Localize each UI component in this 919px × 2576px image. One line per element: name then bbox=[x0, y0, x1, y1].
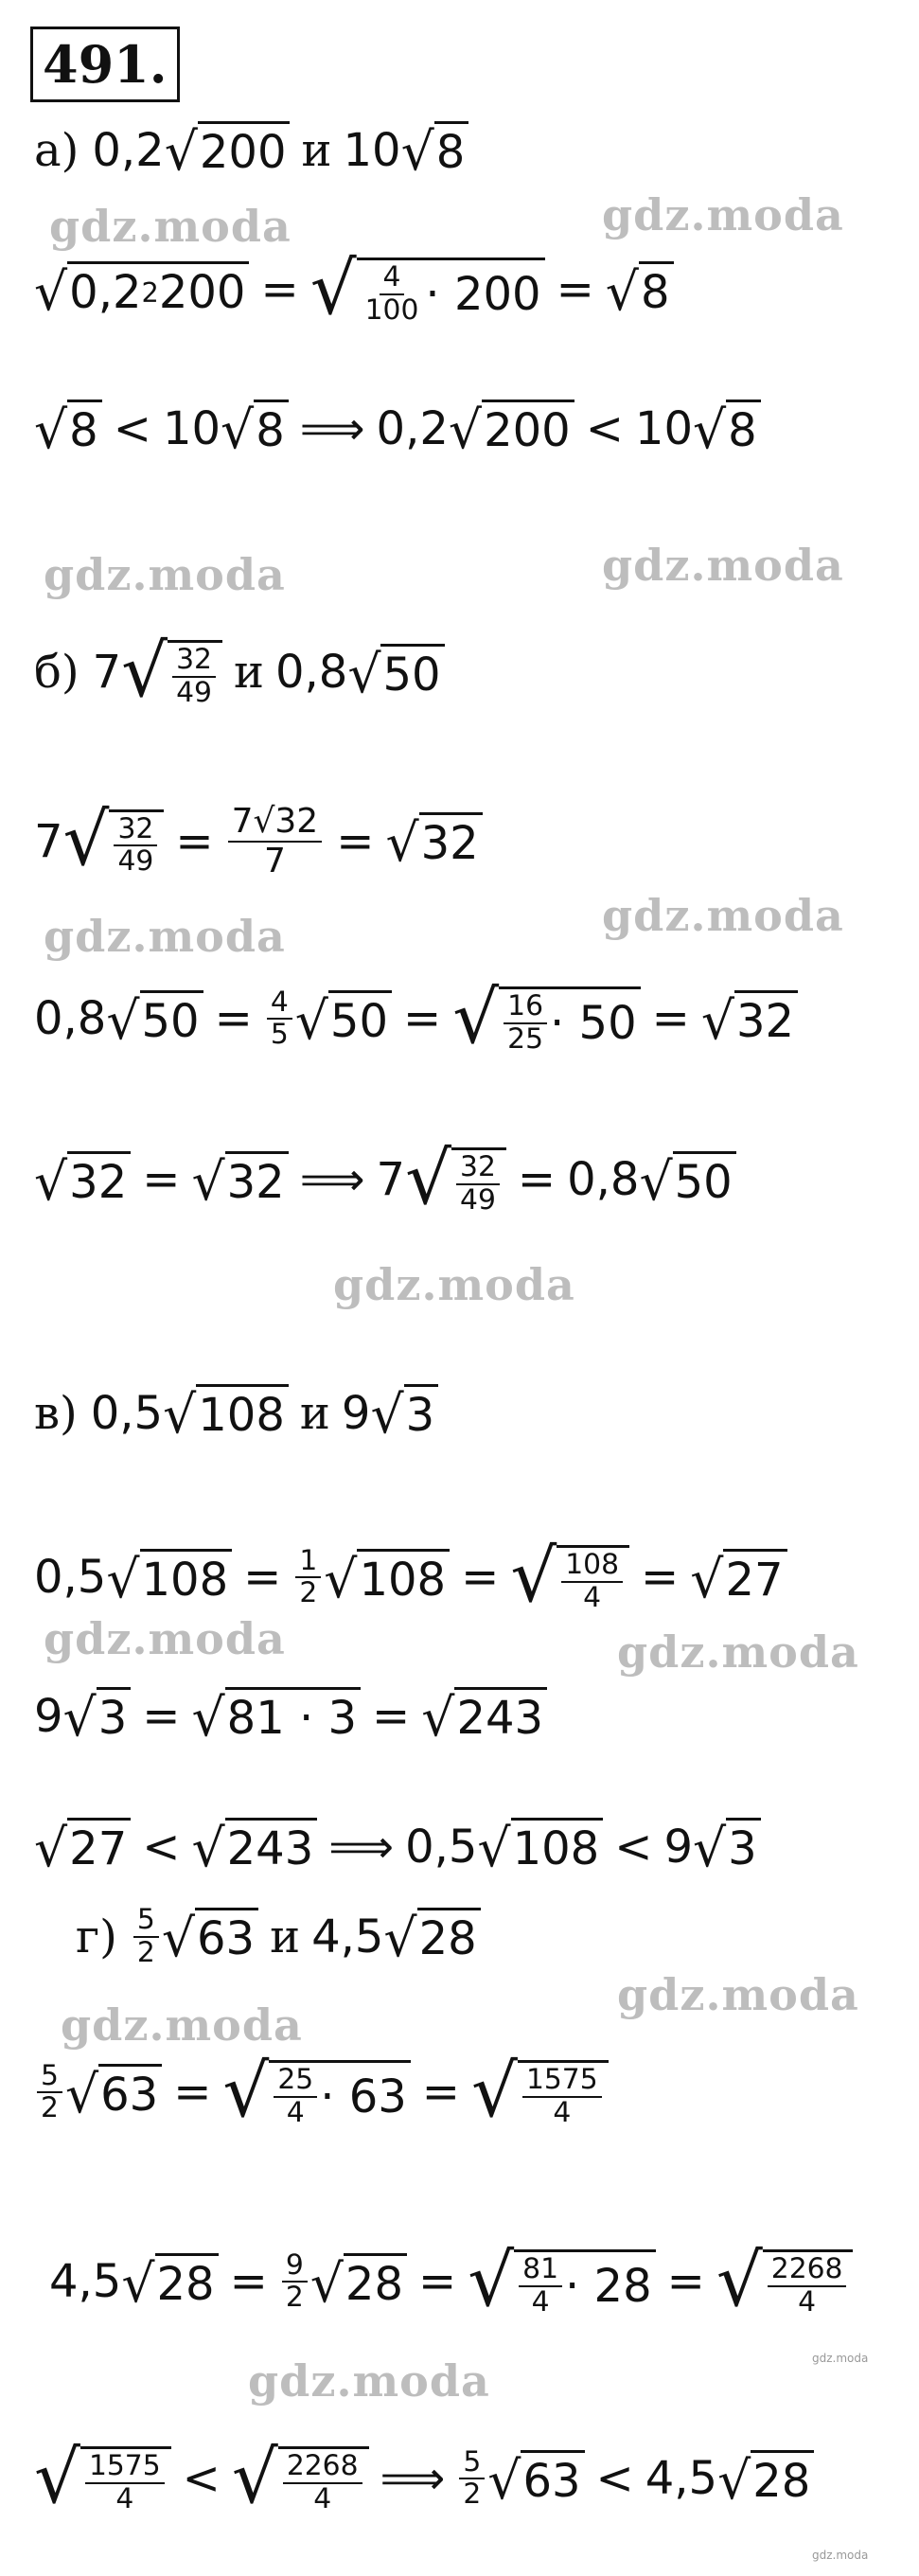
fraction bbox=[519, 2254, 562, 2318]
square-root bbox=[717, 2450, 814, 2512]
part-c-title bbox=[34, 1384, 438, 1446]
part-a-title bbox=[34, 121, 468, 183]
math-term: 0,5 bbox=[34, 1551, 107, 1605]
math-term: 0,5 bbox=[90, 1386, 164, 1440]
square-root bbox=[324, 1549, 450, 1610]
watermark: gdz.moda bbox=[617, 1626, 859, 1678]
watermark: gdz.moda bbox=[44, 1613, 286, 1664]
radical-sign: √ bbox=[324, 1549, 358, 1610]
radical-sign: √ bbox=[164, 121, 198, 183]
operator: = bbox=[403, 992, 442, 1046]
numerator: 4 bbox=[380, 262, 405, 295]
operator: ⟹ bbox=[328, 1820, 395, 1874]
numerator: 25 bbox=[274, 2065, 317, 2098]
radicand: 108 bbox=[357, 1549, 450, 1607]
fraction bbox=[85, 2451, 165, 2514]
radicand bbox=[278, 2446, 369, 2514]
fraction bbox=[504, 991, 547, 1055]
radicand: 32 bbox=[67, 1151, 131, 1209]
radicand: 8 bbox=[726, 400, 761, 457]
radical-sign: √ bbox=[34, 261, 68, 323]
radical-sign: √ bbox=[221, 400, 255, 461]
numerator: 5 bbox=[459, 2447, 485, 2480]
radicand: 63 bbox=[521, 2450, 584, 2508]
math-term: 9 bbox=[663, 1820, 693, 1874]
operator: и bbox=[270, 1910, 301, 1963]
operator: = bbox=[556, 263, 594, 317]
operator: = bbox=[142, 1689, 181, 1743]
square-root bbox=[690, 1549, 786, 1610]
radical-sign: √ bbox=[222, 2050, 270, 2134]
square-root bbox=[716, 2239, 854, 2323]
denominator: 2 bbox=[299, 1576, 318, 1610]
radicand: 32 bbox=[419, 812, 483, 870]
radical-sign: √ bbox=[294, 990, 328, 1052]
radical-sign: √ bbox=[692, 1818, 727, 1879]
radicand bbox=[451, 1147, 506, 1216]
radicand: 50 bbox=[140, 990, 203, 1048]
denominator: 5 bbox=[270, 1018, 289, 1052]
math-term: 200 bbox=[158, 265, 246, 319]
operator: = bbox=[461, 1551, 500, 1605]
square-root bbox=[34, 400, 102, 461]
radical-sign: √ bbox=[639, 1151, 673, 1213]
radicand: 63 bbox=[195, 1908, 258, 1965]
radical-sign: √ bbox=[231, 2436, 278, 2520]
math-term: 4,5 bbox=[49, 2255, 122, 2309]
numerator: 2268 bbox=[768, 2254, 847, 2287]
numerator: 1 bbox=[295, 1546, 321, 1579]
numerator: 32 bbox=[456, 1152, 500, 1185]
radicand: 28 bbox=[344, 2253, 407, 2311]
part-d-line-2 bbox=[49, 2239, 853, 2323]
math-term: 2 bbox=[141, 275, 159, 309]
radicand: 32 bbox=[225, 1151, 289, 1209]
radicand bbox=[67, 261, 249, 319]
radical-sign: √ bbox=[163, 1384, 197, 1446]
radical-sign: √ bbox=[716, 2239, 763, 2323]
fraction bbox=[459, 2444, 485, 2512]
math-term: 9 bbox=[341, 1386, 371, 1440]
numerator: 2268 bbox=[283, 2451, 362, 2484]
math-term: 7 bbox=[92, 646, 122, 700]
radical-sign: √ bbox=[692, 400, 727, 461]
operator: и bbox=[301, 123, 332, 177]
square-root bbox=[62, 1687, 132, 1749]
operator: = bbox=[142, 1153, 181, 1207]
watermark: gdz.moda bbox=[44, 549, 286, 600]
radical-sign: √ bbox=[121, 630, 168, 714]
numerator: 5 bbox=[37, 2061, 62, 2094]
square-root bbox=[222, 2050, 410, 2134]
square-root bbox=[700, 990, 798, 1052]
operator: = bbox=[421, 2066, 461, 2120]
square-root bbox=[383, 1908, 480, 1970]
numerator: 9 bbox=[282, 2250, 308, 2283]
radicand: 108 bbox=[140, 1549, 233, 1607]
square-root bbox=[385, 812, 482, 874]
operator: < bbox=[614, 1820, 653, 1874]
radical-sign: √ bbox=[309, 247, 357, 331]
watermark-small: gdz.moda bbox=[812, 2549, 869, 2562]
square-root bbox=[164, 121, 291, 183]
square-root bbox=[34, 1818, 131, 1879]
square-root bbox=[163, 1384, 289, 1446]
operator: и bbox=[299, 1386, 330, 1440]
square-root bbox=[231, 2436, 369, 2520]
math-term: · 50 bbox=[550, 997, 637, 1051]
part-b-line-1 bbox=[34, 798, 483, 883]
radical-sign: √ bbox=[700, 990, 734, 1052]
math-term: · 200 bbox=[425, 268, 541, 322]
math-term: 0,5 bbox=[405, 1820, 478, 1874]
watermark: gdz.moda bbox=[333, 1259, 575, 1310]
denominator: 49 bbox=[117, 844, 154, 879]
square-root bbox=[421, 1687, 547, 1749]
square-root bbox=[370, 1384, 438, 1446]
radicand: 63 bbox=[98, 2064, 162, 2122]
square-root bbox=[405, 1137, 506, 1221]
fraction bbox=[768, 2254, 847, 2318]
radical-sign: √ bbox=[191, 1151, 225, 1213]
square-root bbox=[121, 630, 222, 714]
part-c-line-3 bbox=[34, 1818, 761, 1879]
radicand: 8 bbox=[434, 121, 469, 179]
part-b-line-2 bbox=[34, 976, 798, 1060]
radicand bbox=[109, 809, 164, 878]
radical-sign: √ bbox=[34, 1151, 68, 1213]
radicand: 28 bbox=[417, 1908, 481, 1965]
radicand: 3 bbox=[726, 1818, 761, 1875]
operator: = bbox=[372, 1689, 411, 1743]
square-root bbox=[106, 990, 203, 1052]
square-root bbox=[400, 121, 469, 183]
radicand: 3 bbox=[97, 1687, 132, 1745]
radical-sign: √ bbox=[690, 1549, 724, 1610]
numerator: 16 bbox=[504, 991, 547, 1024]
radicand: 27 bbox=[723, 1549, 786, 1607]
watermark: gdz.moda bbox=[617, 1969, 859, 2020]
operator: < bbox=[595, 2452, 634, 2506]
operator: = bbox=[651, 992, 690, 1046]
part-a-line-1 bbox=[34, 247, 674, 331]
denominator: 4 bbox=[115, 2482, 134, 2516]
radical-sign: √ bbox=[405, 1137, 452, 1221]
radicand bbox=[80, 2446, 171, 2514]
radical-sign: √ bbox=[34, 1818, 68, 1879]
numerator: 1575 bbox=[85, 2451, 165, 2484]
radicand bbox=[499, 986, 640, 1055]
numerator: 32 bbox=[172, 645, 216, 678]
math-term: 0,8 bbox=[567, 1153, 640, 1207]
radicand: 8 bbox=[254, 400, 289, 457]
square-root bbox=[34, 2436, 171, 2520]
radicand bbox=[269, 2060, 410, 2128]
denominator: 100 bbox=[364, 293, 419, 328]
watermark: gdz.moda bbox=[602, 890, 844, 941]
math-term: 10 bbox=[634, 401, 693, 455]
watermark-small: gdz.moda bbox=[812, 2352, 869, 2365]
denominator: 2 bbox=[41, 2091, 59, 2125]
operator: = bbox=[418, 2255, 457, 2309]
numerator: 81 bbox=[519, 2254, 562, 2287]
radicand: 243 bbox=[225, 1818, 318, 1875]
square-root bbox=[452, 976, 640, 1060]
math-term: 0,2 bbox=[376, 401, 449, 455]
operator: = bbox=[666, 2255, 705, 2309]
radical-sign: √ bbox=[347, 644, 381, 705]
denominator: 49 bbox=[176, 676, 212, 710]
radicand: 32 bbox=[734, 990, 798, 1048]
math-term: 0,2 bbox=[69, 265, 142, 319]
part-label: б) bbox=[34, 646, 80, 700]
fraction bbox=[228, 803, 323, 879]
part-d-line-3 bbox=[34, 2436, 814, 2520]
square-root bbox=[106, 1549, 232, 1610]
square-root bbox=[121, 2253, 218, 2315]
part-b-line-3 bbox=[34, 1137, 736, 1221]
square-root bbox=[294, 990, 392, 1052]
numerator: 5 bbox=[133, 1905, 159, 1938]
radical-sign: √ bbox=[471, 2050, 518, 2134]
math-term: 9 bbox=[34, 1689, 63, 1743]
math-term: · 63 bbox=[320, 2070, 407, 2124]
numerator: 7√32 bbox=[228, 803, 323, 843]
fraction bbox=[283, 2451, 362, 2514]
radicand: 28 bbox=[155, 2253, 219, 2311]
radical-sign: √ bbox=[421, 1687, 455, 1749]
part-label: а) bbox=[34, 123, 80, 177]
operator: < bbox=[585, 401, 624, 455]
part-c-line-1 bbox=[34, 1535, 787, 1619]
radical-sign: √ bbox=[400, 121, 434, 183]
radical-sign: √ bbox=[452, 976, 500, 1060]
operator: < bbox=[113, 401, 151, 455]
radicand bbox=[557, 1545, 629, 1613]
operator: = bbox=[641, 1551, 680, 1605]
radicand bbox=[168, 640, 222, 708]
fraction bbox=[561, 1550, 623, 1613]
radical-sign: √ bbox=[385, 812, 419, 874]
radical-sign: √ bbox=[106, 990, 140, 1052]
radical-sign: √ bbox=[477, 1818, 511, 1879]
radical-sign: √ bbox=[106, 1549, 140, 1610]
operator: < bbox=[182, 2452, 221, 2506]
square-root bbox=[309, 247, 545, 331]
fraction bbox=[172, 645, 216, 708]
numerator: 32 bbox=[114, 814, 157, 847]
radicand: 243 bbox=[454, 1687, 547, 1745]
operator: < bbox=[142, 1820, 181, 1874]
fraction bbox=[456, 1152, 500, 1216]
numerator: 1575 bbox=[522, 2065, 602, 2098]
square-root bbox=[191, 1151, 288, 1213]
fraction bbox=[274, 2065, 317, 2128]
denominator: 4 bbox=[798, 2285, 817, 2319]
problem-number: 491. bbox=[30, 27, 180, 102]
denominator: 4 bbox=[583, 1581, 602, 1615]
square-root bbox=[221, 400, 289, 461]
radicand: 81 · 3 bbox=[225, 1687, 361, 1745]
square-root bbox=[487, 2450, 584, 2512]
square-root bbox=[477, 1818, 603, 1879]
fraction bbox=[133, 1905, 159, 1968]
operator: = bbox=[175, 814, 214, 868]
denominator: 2 bbox=[463, 2478, 482, 2512]
math-term: · 28 bbox=[565, 2260, 652, 2314]
part-d-title bbox=[76, 1905, 481, 1968]
radical-sign: √ bbox=[121, 2253, 155, 2315]
square-root bbox=[191, 1818, 317, 1879]
square-root bbox=[468, 2239, 655, 2323]
square-root bbox=[471, 2050, 609, 2134]
part-c-line-2 bbox=[34, 1687, 547, 1749]
math-term: 7 bbox=[376, 1153, 406, 1207]
radical-sign: √ bbox=[62, 798, 110, 883]
square-root bbox=[510, 1535, 629, 1619]
fraction bbox=[282, 2247, 308, 2315]
radical-sign: √ bbox=[191, 1687, 225, 1749]
operator: и bbox=[233, 646, 264, 700]
radical-sign: √ bbox=[448, 400, 483, 461]
operator: = bbox=[229, 2255, 268, 2309]
operator: ⟹ bbox=[299, 1153, 365, 1207]
radical-sign: √ bbox=[383, 1909, 417, 1970]
denominator: 4 bbox=[531, 2285, 550, 2319]
radicand bbox=[514, 2249, 655, 2318]
radical-sign: √ bbox=[468, 2239, 515, 2323]
radical-sign: √ bbox=[370, 1384, 404, 1446]
radical-sign: √ bbox=[487, 2450, 521, 2512]
watermark: gdz.moda bbox=[49, 201, 292, 252]
part-label: в) bbox=[34, 1386, 78, 1440]
operator: = bbox=[260, 263, 299, 317]
square-root bbox=[309, 2253, 407, 2315]
radicand: 28 bbox=[751, 2450, 814, 2508]
math-term: 4,5 bbox=[311, 1910, 384, 1963]
numerator: 108 bbox=[561, 1550, 623, 1583]
radicand: 27 bbox=[67, 1818, 131, 1875]
square-root bbox=[191, 1687, 361, 1749]
radical-sign: √ bbox=[605, 261, 639, 323]
radicand: 3 bbox=[404, 1384, 439, 1442]
radical-sign: √ bbox=[62, 1687, 97, 1749]
denominator: 7 bbox=[263, 841, 286, 880]
denominator: 4 bbox=[553, 2096, 572, 2130]
denominator: 25 bbox=[507, 1022, 544, 1057]
radical-sign: √ bbox=[309, 2253, 344, 2315]
square-root bbox=[639, 1151, 735, 1213]
radicand: 108 bbox=[196, 1384, 289, 1442]
part-d-line-1 bbox=[34, 2050, 609, 2134]
watermark: gdz.moda bbox=[602, 540, 844, 591]
radicand: 50 bbox=[380, 644, 444, 702]
radicand: 50 bbox=[328, 990, 392, 1048]
radical-sign: √ bbox=[717, 2450, 751, 2512]
math-term: 0,8 bbox=[34, 992, 107, 1046]
operator: = bbox=[243, 1551, 282, 1605]
radicand: 8 bbox=[67, 400, 102, 457]
operator: = bbox=[214, 992, 253, 1046]
square-root bbox=[448, 400, 574, 461]
part-label: г) bbox=[76, 1910, 117, 1963]
watermark: gdz.moda bbox=[44, 911, 286, 962]
radicand bbox=[763, 2249, 854, 2318]
fraction bbox=[37, 2058, 62, 2125]
math-term: 10 bbox=[162, 401, 221, 455]
math-term: 4,5 bbox=[645, 2452, 718, 2506]
numerator: 4 bbox=[267, 987, 292, 1021]
radicand: 200 bbox=[198, 121, 291, 179]
square-root bbox=[692, 400, 761, 461]
radicand: 50 bbox=[673, 1151, 736, 1209]
denominator: 49 bbox=[460, 1183, 496, 1217]
operator: ⟹ bbox=[380, 2452, 446, 2506]
radical-sign: √ bbox=[34, 400, 68, 461]
radical-sign: √ bbox=[161, 1909, 195, 1970]
part-a-line-2 bbox=[34, 400, 761, 461]
radical-sign: √ bbox=[34, 2436, 80, 2520]
math-term: 7 bbox=[34, 814, 63, 868]
radicand bbox=[518, 2060, 609, 2128]
math-term: 0,8 bbox=[274, 646, 348, 700]
denominator: 4 bbox=[313, 2482, 332, 2516]
fraction bbox=[522, 2065, 602, 2128]
part-b-title bbox=[34, 630, 445, 714]
square-root bbox=[605, 261, 674, 323]
operator: = bbox=[173, 2066, 212, 2120]
radical-sign: √ bbox=[510, 1535, 557, 1619]
radicand: 108 bbox=[511, 1818, 604, 1875]
square-root bbox=[34, 261, 249, 323]
math-term: 0,2 bbox=[92, 123, 165, 177]
denominator: 2 bbox=[285, 2281, 304, 2315]
operator: = bbox=[336, 814, 375, 868]
radicand: 200 bbox=[482, 400, 574, 457]
radical-sign: √ bbox=[191, 1818, 225, 1879]
denominator: 2 bbox=[136, 1935, 155, 1969]
fraction bbox=[114, 811, 157, 879]
operator: = bbox=[517, 1153, 557, 1207]
radicand: 8 bbox=[639, 261, 674, 319]
fraction bbox=[362, 262, 423, 326]
square-root bbox=[62, 798, 165, 883]
watermark: gdz.moda bbox=[61, 1999, 303, 2051]
watermark: gdz.moda bbox=[602, 189, 844, 240]
square-root bbox=[34, 1151, 131, 1213]
fraction bbox=[295, 1543, 321, 1610]
operator: ⟹ bbox=[299, 401, 365, 455]
radicand bbox=[357, 258, 545, 326]
square-root bbox=[161, 1908, 258, 1970]
square-root bbox=[692, 1818, 761, 1879]
square-root bbox=[64, 2064, 162, 2125]
fraction bbox=[267, 987, 292, 1051]
denominator: 4 bbox=[286, 2096, 305, 2130]
math-term: 10 bbox=[343, 123, 401, 177]
radical-sign: √ bbox=[64, 2064, 99, 2125]
watermark: gdz.moda bbox=[248, 2355, 490, 2407]
square-root bbox=[347, 644, 444, 705]
